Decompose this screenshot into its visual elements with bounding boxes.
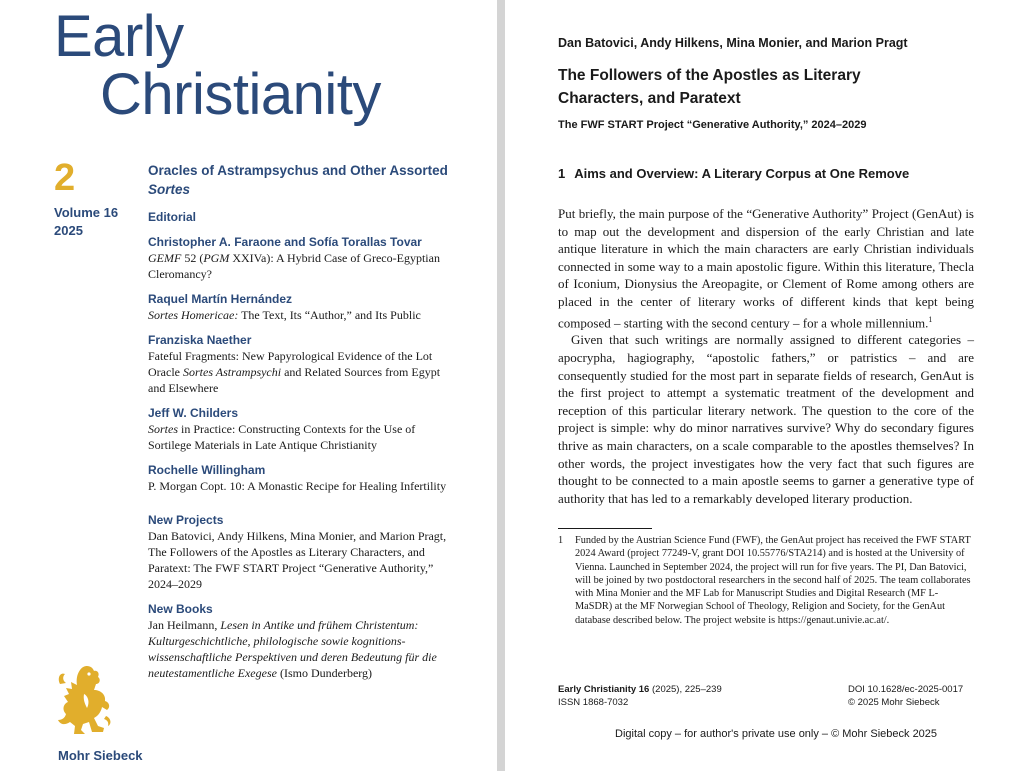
footnote-text: Funded by the Austrian Science Fund (FWF), the GenAut project has received the FWF START 2024 Award (project 77249-V, grant DOI 10.55776/STA214) and is hosted at the University of Vienna. Launched in September 2024, the project will run for five years. The PI, Dan Batovici, will be joined by two postdoctoral researchers in the second half of 2025. The team collaborates with Mina Monier and the MF Lab for Manuscript Studies and Digital Research (MF L-MaSDR) at the MF Norwegian School of Theology, Religion and Society, for the GenAut database described below. The project website is https://genaut.univie.ac.at/. xyxy=(575,535,971,626)
journal-title-line2: Christianity xyxy=(100,62,381,127)
year-label: 2025 xyxy=(54,223,83,238)
section-number: 1 xyxy=(558,166,566,181)
lion-rampant-icon xyxy=(56,664,112,736)
volume-label: Volume 16 xyxy=(54,205,119,220)
paragraph: Given that such writings are normally assigned to different categories – apocrypha, hagiography, “apostolic fathers,” or patristics – and are consequently studied for the most part in separate fields of research, GenAut is the first project to attempt a systematic treatment of the development and reception of this particular literary network. The question to the core of the project is simple: why do minor narratives survive? Why do secondary figures thrive as main characters, on a scale comparable to the apostles themselves? In other words, the project investigates how the very fact that such figures are thought to be connected to a main apostle seems to garner a generative type of authority that has led to a remarkably developed literary production. xyxy=(558,332,974,506)
publisher-name: Mohr Siebeck xyxy=(58,748,143,763)
spacer xyxy=(148,494,448,512)
journal-title-line1: Early xyxy=(54,4,184,69)
doi-block xyxy=(848,683,963,709)
toc-entry[interactable] xyxy=(148,462,448,494)
digital-copy-note: Digital copy – for author's private use only – © Mohr Siebeck 2025 xyxy=(615,728,938,740)
toc-entry[interactable] xyxy=(148,291,448,323)
new-projects-entry[interactable]: Dan Batovici, Andy Hilkens, Mina Monier, and Marion Pragt, The Followers of the Apostles as Literary Characters, and Paratext: The FWF START Project “Generative Authority,” 2024–2029 xyxy=(148,529,447,591)
table-of-contents xyxy=(148,161,448,681)
toc-author: Raquel Martín Hernández xyxy=(148,292,293,306)
article-page xyxy=(505,0,1024,771)
footnote-divider xyxy=(558,528,652,529)
issn: ISSN 1868-7032 xyxy=(558,697,629,708)
issue-theme-italic: Sortes xyxy=(148,182,191,197)
journal-reference xyxy=(558,683,722,709)
footnote xyxy=(558,534,974,627)
copyright: © 2025 Mohr Siebeck xyxy=(848,697,940,708)
toc-title: Sortes Homericae: The Text, Its “Author,” and Its Public xyxy=(148,308,421,322)
section-heading xyxy=(558,166,909,181)
toc-title: Fateful Fragments: New Papyrological Evidence of the Lot Oracle Sortes Astrampsychi and Related Sources from Egypt and Elsewhere xyxy=(148,349,441,395)
toc-entry[interactable] xyxy=(148,332,448,396)
paragraph-text: Put briefly, the main purpose of the “Generative Authority” Project (GenAut) is to map out the development and dispersion of the early Christian and late antique literature in which the main characters are early Christian individuals connected in some way to a main apostolic figure. Within this literature, Thecla of Iconium, Dionysius the Areopagite, or Clement of Rome among others are placed in the center of literary works of different kinds that kept being composed – starting with the second century – for a whole millennium. xyxy=(558,206,974,330)
section-title: Aims and Overview: A Literary Corpus at One Remove xyxy=(574,166,910,181)
toc-title: P. Morgan Copt. 10: A Monastic Recipe for Healing Infertility xyxy=(148,479,447,493)
article-title: The Followers of the Apostles as Literary Characters, and Paratext xyxy=(558,67,861,107)
journal-title xyxy=(54,4,381,127)
new-books-entry[interactable]: Jan Heilmann, Lesen in Antike und frühem Christentum: Kulturgeschichtliche, philologische sowie kognitions-wissenschaftliche Perspektiven und deren Bedeutung für die neutestamentliche Exegese (Ismo Dunderberg) xyxy=(148,618,437,680)
issue-theme-text: Oracles of Astrampsychus and Other Assorted xyxy=(148,163,448,178)
journal-ref-pages: (2025), 225–239 xyxy=(649,684,722,695)
new-books-heading: New Books xyxy=(148,602,213,616)
article-authors: Dan Batovici, Andy Hilkens, Mina Monier, and Marion Pragt xyxy=(558,36,908,50)
toc-author: Jeff W. Childers xyxy=(148,406,239,420)
article-subtitle: The FWF START Project “Generative Authority,” 2024–2029 xyxy=(558,119,867,131)
doi[interactable]: DOI 10.1628/ec-2025-0017 xyxy=(848,684,964,695)
cover-page xyxy=(0,0,497,771)
toc-author: Christopher A. Faraone and Sofía Torallas Tovar xyxy=(148,235,422,249)
article-body xyxy=(558,205,974,507)
toc-author: Franziska Naether xyxy=(148,333,252,347)
editorial-heading: Editorial xyxy=(148,210,197,224)
toc-entry[interactable] xyxy=(148,405,448,453)
issue-number: 2 xyxy=(54,157,76,199)
toc-title: GEMF 52 (PGM XXIVa): A Hybrid Case of Greco-Egyptian Cleromancy? xyxy=(148,251,440,281)
journal-ref-name: Early Christianity 16 xyxy=(558,684,650,695)
footnote-marker[interactable]: 1 xyxy=(928,314,933,324)
toc-entry[interactable] xyxy=(148,234,448,282)
toc-author: Rochelle Willingham xyxy=(148,463,266,477)
issue-theme xyxy=(148,161,448,199)
new-projects-heading: New Projects xyxy=(148,513,224,527)
paragraph xyxy=(558,205,974,331)
toc-title: Sortes in Practice: Constructing Contexts for the Use of Sortilege Materials in Late Antique Christianity xyxy=(148,422,416,452)
footnote-number: 1 xyxy=(558,535,564,546)
